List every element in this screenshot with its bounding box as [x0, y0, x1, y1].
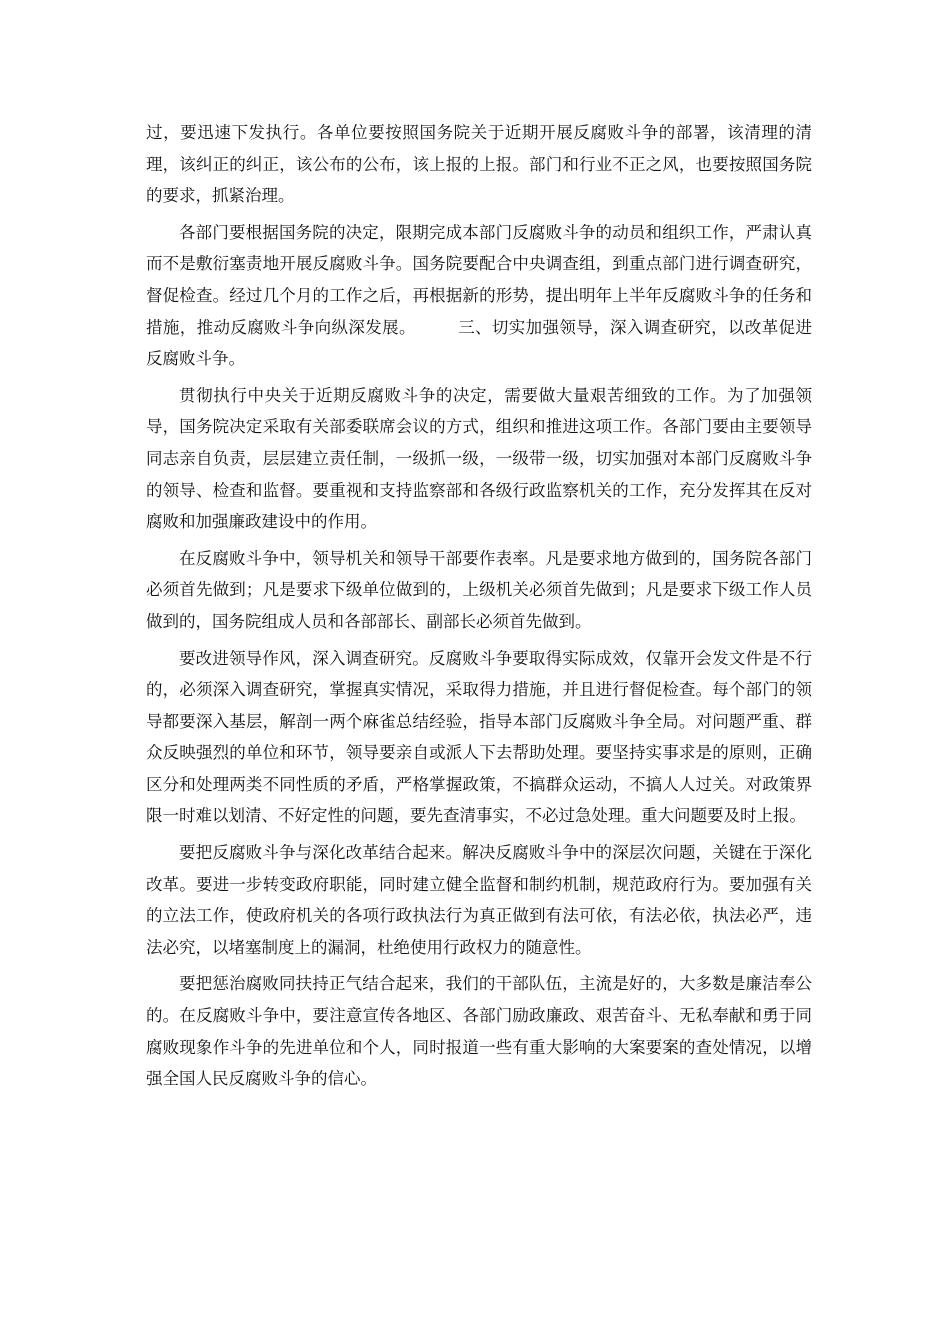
paragraph-text: 要把反腐败斗争与深化改革结合起来。解决反腐败斗争中的深层次问题，关键在于深化改革。要进一步转变政府职能，同时建立健全监督和制约机制，规范政府行为。要加强有关的立法工作，使政府机关的各项行政执法行为真正做到有法可依，有法必依，执法必严，违法必究，以堵塞制度上的漏洞，杜绝使用行政权力的随意性。 [146, 843, 812, 957]
paragraph-text: 过，要迅速下发执行。各单位要按照国务院关于近期开展反腐败斗争的部署，该清理的清理，该纠正的纠正，该公布的公布，该上报的上报。部门和行业不正之风，也要按照国务院的要求，抓紧治理。 [146, 123, 812, 206]
paragraph-3 [146, 380, 812, 538]
paragraph-6 [146, 837, 812, 963]
paragraph-text: 要改进领导作风，深入调查研究。反腐败斗争要取得实际成效，仅靠开会发文件是不行的，必须深入调查研究，掌握真实情况，采取得力措施，并且进行督促检查。每个部门的领导都要深入基层，解剖一两个麻雀总结经验，指导本部门反腐败斗争全局。对问题严重、群众反映强烈的单位和环节，领导要亲自或派人下去帮助处理。要坚持实事求是的原则，正确区分和处理两类不同性质的矛盾，严格掌握政策，不搞群众运动，不搞人人过关。对政策界限一时难以划清、不好定性的问题，要先查清事实，不必过急处理。重大问题要及时上报。 [146, 648, 812, 826]
paragraph-7 [146, 968, 812, 1094]
paragraph-text: 要把惩治腐败同扶持正气结合起来，我们的干部队伍，主流是好的，大多数是廉洁奉公的。在反腐败斗争中，要注意宣传各地区、各部门励政廉政、艰苦奋斗、无私奉献和勇于同腐败现象作斗争的先进单位和个人，同时报道一些有重大影响的大案要案的查处情况，以增强全国人民反腐败斗争的信心。 [146, 974, 812, 1089]
paragraph-4 [146, 543, 812, 638]
paragraph-text: 在反腐败斗争中，领导机关和领导干部要作表率。凡是要求地方做到的，国务院各部门必须首先做到；凡是要求下级单位做到的，上级机关必须首先做到；凡是要求下级工作人员做到的，国务院组成人员和各部部长、副部长必须首先做到。 [146, 548, 812, 631]
paragraph-2 [146, 217, 812, 375]
paragraph-5 [146, 643, 812, 833]
paragraph-text: 各部门要根据国务院的决定，限期完成本部门反腐败斗争的动员和组织工作，严肃认真而不是敷衍塞责地开展反腐败斗争。国务院要配合中央调查组，到重点部门进行调查研究，督促检查。经过几个月的工作之后，再根据新的形势，提出明年上半年反腐败斗争的任务和措施，推动反腐败斗争向纵深发展。 三、切实加强领导，深入调查研究，以改革促进反腐败斗争。 [146, 222, 812, 369]
paragraph-1 [146, 117, 812, 212]
paragraph-text: 贯彻执行中央关于近期反腐败斗争的决定，需要做大量艰苦细致的工作。为了加强领导，国务院决定采取有关部委联席会议的方式，组织和推进这项工作。各部门要由主要领导同志亲自负责，层层建立责任制，一级抓一级，一级带一级，切实加强对本部门反腐败斗争的领导、检查和监督。要重视和支持监察部和各级行政监察机关的工作，充分发挥其在反对腐败和加强廉政建设中的作用。 [146, 385, 812, 532]
document-page [146, 117, 812, 1100]
